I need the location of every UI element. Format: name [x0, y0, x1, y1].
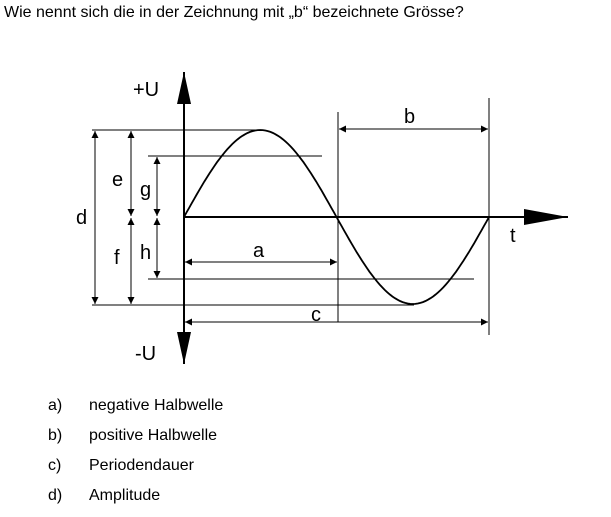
answer-letter: b)	[48, 427, 63, 444]
label-e: e	[112, 169, 124, 191]
label-plus-u: +U	[133, 79, 160, 101]
label-d: d	[76, 207, 88, 229]
answer-text: positive Halbwelle	[89, 427, 218, 444]
label-c: c	[311, 304, 321, 326]
label-f: f	[114, 247, 120, 269]
label-a: a	[253, 240, 265, 262]
label-h: h	[140, 242, 152, 264]
label-g: g	[140, 179, 152, 201]
label-t: t	[510, 225, 516, 247]
answer-text: negative Halbwelle	[89, 397, 224, 414]
voltage-axis-arrowhead-down	[177, 332, 191, 364]
answer-text: Amplitude	[89, 487, 161, 504]
answer-letter: d)	[48, 487, 63, 504]
label-minus-u: -U	[135, 343, 157, 365]
label-b: b	[404, 106, 416, 128]
voltage-axis-arrowhead-up	[177, 72, 191, 104]
question-text: Wie nennt sich die in der Zeichnung mit „b“ bezeichnete Grösse?	[4, 4, 464, 21]
answer-letter: c)	[48, 457, 62, 474]
answer-letter: a)	[48, 397, 63, 414]
time-axis-arrowhead	[524, 209, 568, 225]
answer-text: Periodendauer	[89, 457, 194, 474]
